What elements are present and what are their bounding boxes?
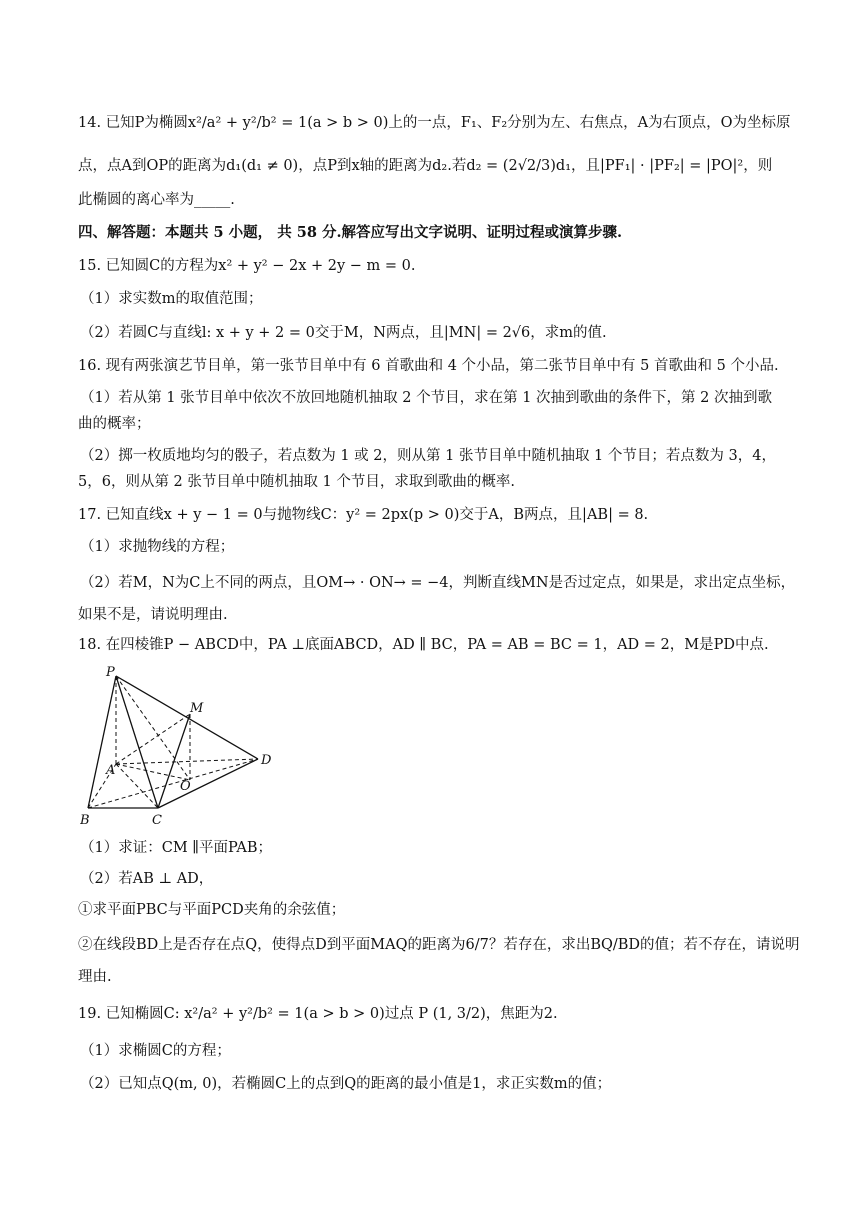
q14-line-2: 点，点A到OP的距离为d₁(d₁ ≠ 0)，点P到x轴的距离为d₂.若d₂ = (2√2/3)d₁，且|PF₁| · |PF₂| = |PO|²，则 <box>78 158 773 174</box>
edge-AO <box>116 764 190 780</box>
q14-line-3: 此椭圆的离心率为_____. <box>78 192 235 208</box>
q19-part-2: （2）已知点Q(m, 0)，若椭圆C上的点到Q的距离的最小值是1，求正实数m的值； <box>80 1076 612 1092</box>
q16-part-1: （1）若从第 1 张节目单中依次不放回地随机抽取 2 个节目，求在第 1 次抽到歌曲的条件下，第 2 次抽到歌 <box>80 390 772 406</box>
edge-PB <box>88 676 116 808</box>
q16-part-1-cont: 曲的概率； <box>78 416 151 432</box>
q16-part-2-cont: 5，6，则从第 2 张节目单中随机抽取 1 个节目，求取到歌曲的概率. <box>78 474 515 490</box>
q19-stem: 19. 已知椭圆C: x²/a² + y²/b² = 1(a > b > 0)过点 P (1, 3/2)，焦距为2. <box>78 1006 558 1022</box>
edge-AM <box>116 714 190 764</box>
q15-part-2: （2）若圆C与直线l: x + y + 2 = 0交于M，N两点，且|MN| = 2√6，求m的值. <box>80 325 607 341</box>
q16-stem: 16. 现有两张演艺节目单，第一张节目单中有 6 首歌曲和 4 个小品，第二张节目单中有 5 首歌曲和 5 个小品. <box>78 358 779 374</box>
label-D: D <box>261 753 272 768</box>
edge-AC <box>116 764 158 808</box>
label-P: P <box>106 665 115 680</box>
pyramid-figure <box>80 662 280 832</box>
q18-stem: 18. 在四棱锥P − ABCD中，PA ⊥底面ABCD，AD ∥ BC，PA = AB = BC = 1，AD = 2，M是PD中点. <box>78 637 769 653</box>
q16-part-2: （2）掷一枚质地均匀的骰子，若点数为 1 或 2，则从第 1 张节目单中随机抽取 1 个节目；若点数为 3，4， <box>80 448 776 464</box>
q15-stem: 15. 已知圆C的方程为x² + y² − 2x + 2y − m = 0. <box>78 258 416 274</box>
edge-CD <box>158 759 258 808</box>
q15-part-1: （1）求实数m的取值范围； <box>80 291 263 307</box>
edge-AD <box>116 759 258 764</box>
q17-stem: 17. 已知直线x + y − 1 = 0与抛物线C：y² = 2px(p > 0)交于A，B两点，且|AB| = 8. <box>78 507 649 523</box>
label-B: B <box>80 813 90 828</box>
q17-part-1: （1）求抛物线的方程； <box>80 539 235 555</box>
label-C: C <box>152 813 162 828</box>
q18-part-2-2: ②在线段BD上是否存在点Q，使得点D到平面MAQ的距离为6/7？若存在，求出BQ/BD的值；若不存在，请说明 <box>78 937 800 953</box>
q18-part-1: （1）求证：CM ∥平面PAB； <box>80 840 273 856</box>
section-heading: 四、解答题：本题共 5 小题， 共 58 分.解答应写出文字说明、证明过程或演算步骤. <box>78 224 623 241</box>
edge-PO <box>116 676 190 780</box>
q14-line-1: 14. 已知P为椭圆x²/a² + y²/b² = 1(a > b > 0)上的一点，F₁、F₂分别为左、右焦点，A为右顶点，O为坐标原 <box>78 115 791 131</box>
edge-PC <box>116 676 158 808</box>
label-A: A <box>106 763 116 778</box>
edge-PD <box>116 676 258 759</box>
label-O: O <box>180 779 191 794</box>
q17-part-2-cont: 如果不是，请说明理由. <box>78 607 228 623</box>
q18-part-2: （2）若AB ⊥ AD， <box>80 871 214 887</box>
label-M: M <box>190 701 204 716</box>
q18-part-2-2-cont: 理由. <box>78 969 112 985</box>
q19-part-1: （1）求椭圆C的方程； <box>80 1043 231 1059</box>
q17-part-2: （2）若M，N为C上不同的两点，且OM→ · ON→ = −4，判断直线MN是否过定点，如果是，求出定点坐标， <box>80 575 796 591</box>
q18-part-2-1: ①求平面PBC与平面PCD夹角的余弦值； <box>78 902 346 918</box>
